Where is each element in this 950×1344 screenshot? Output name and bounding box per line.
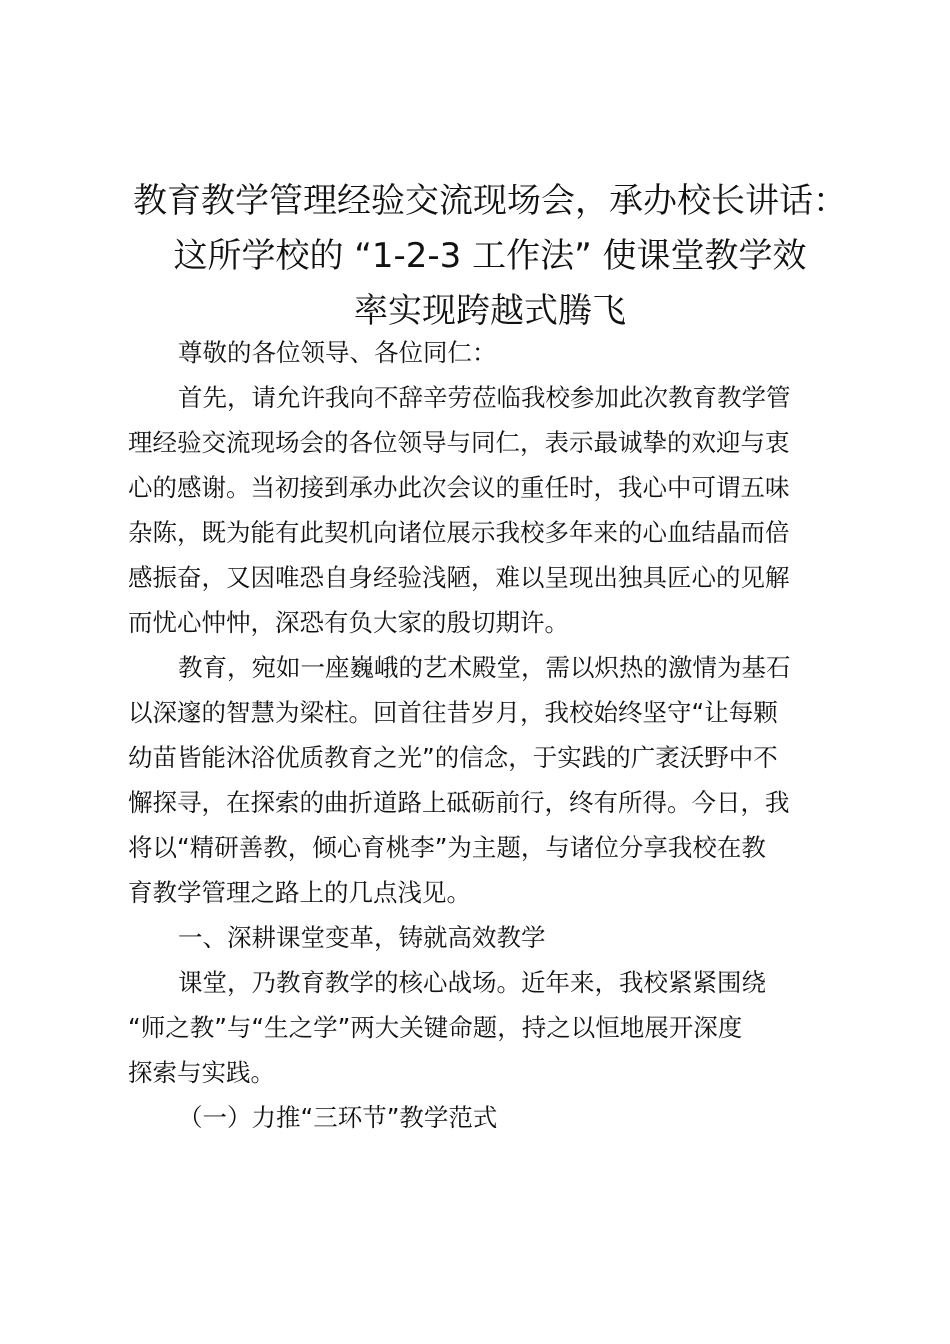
paragraph-line: 首先，请允许我向不辞辛劳莅临我校参加此次教育教学管 <box>178 383 791 412</box>
paragraph-line: 育教学管理之路上的几点浅见。 <box>128 878 471 907</box>
paragraph-line: 杂陈，既为能有此契机向诸位展示我校多年来的心血结晶而倍 <box>128 518 790 547</box>
paragraph-line: 而忧心忡忡，深恐有负大家的殷切期许。 <box>128 608 569 637</box>
subsection-heading: （一）力推“三环节”教学范式 <box>178 1103 498 1132</box>
paragraph-line: “师之教”与“生之学”两大关键命题，持之以恒地展开深度 <box>128 1013 743 1042</box>
paragraph-line: 教育，宛如一座巍峨的艺术殿堂，需以炽热的激情为基石 <box>178 653 791 682</box>
paragraph-line: 感振奋，又因唯恐自身经验浅陋，难以呈现出独具匠心的见解 <box>128 563 790 592</box>
paragraph-line: 以深邃的智慧为梁柱。回首往昔岁月，我校始终坚守“让每颗 <box>128 698 778 727</box>
paragraph-line: 懈探寻，在探索的曲折道路上砥砺前行，终有所得。今日，我 <box>128 788 790 817</box>
paragraph-line: 将以“精研善教，倾心育桃李”为主题，与诸位分享我校在教 <box>128 833 766 862</box>
document-body <box>128 330 834 1140</box>
title-line-3: 率实现跨越式腾飞 <box>354 291 626 331</box>
paragraph-line: 探索与实践。 <box>128 1058 275 1087</box>
paragraph-line: 理经验交流现场会的各位领导与同仁，表示最诚挚的欢迎与衷 <box>128 428 790 457</box>
title-line-1: 教育教学管理经验交流现场会，承办校长讲话： <box>133 181 847 221</box>
section-heading: 一、深耕课堂变革，铸就高效教学 <box>178 923 546 952</box>
paragraph-line: 幼苗皆能沐浴优质教育之光”的信念，于实践的广袤沃野中不 <box>128 743 778 772</box>
paragraph-line: 心的感谢。当初接到承办此次会议的重任时，我心中可谓五味 <box>128 473 790 502</box>
document-title <box>110 174 870 339</box>
paragraph-line: 课堂，乃教育教学的核心战场。近年来，我校紧紧围绕 <box>178 968 766 997</box>
salutation: 尊敬的各位领导、各位同仁： <box>178 338 497 367</box>
title-line-2: 这所学校的 “1-2-3 工作法” 使课堂教学效 <box>173 236 807 276</box>
